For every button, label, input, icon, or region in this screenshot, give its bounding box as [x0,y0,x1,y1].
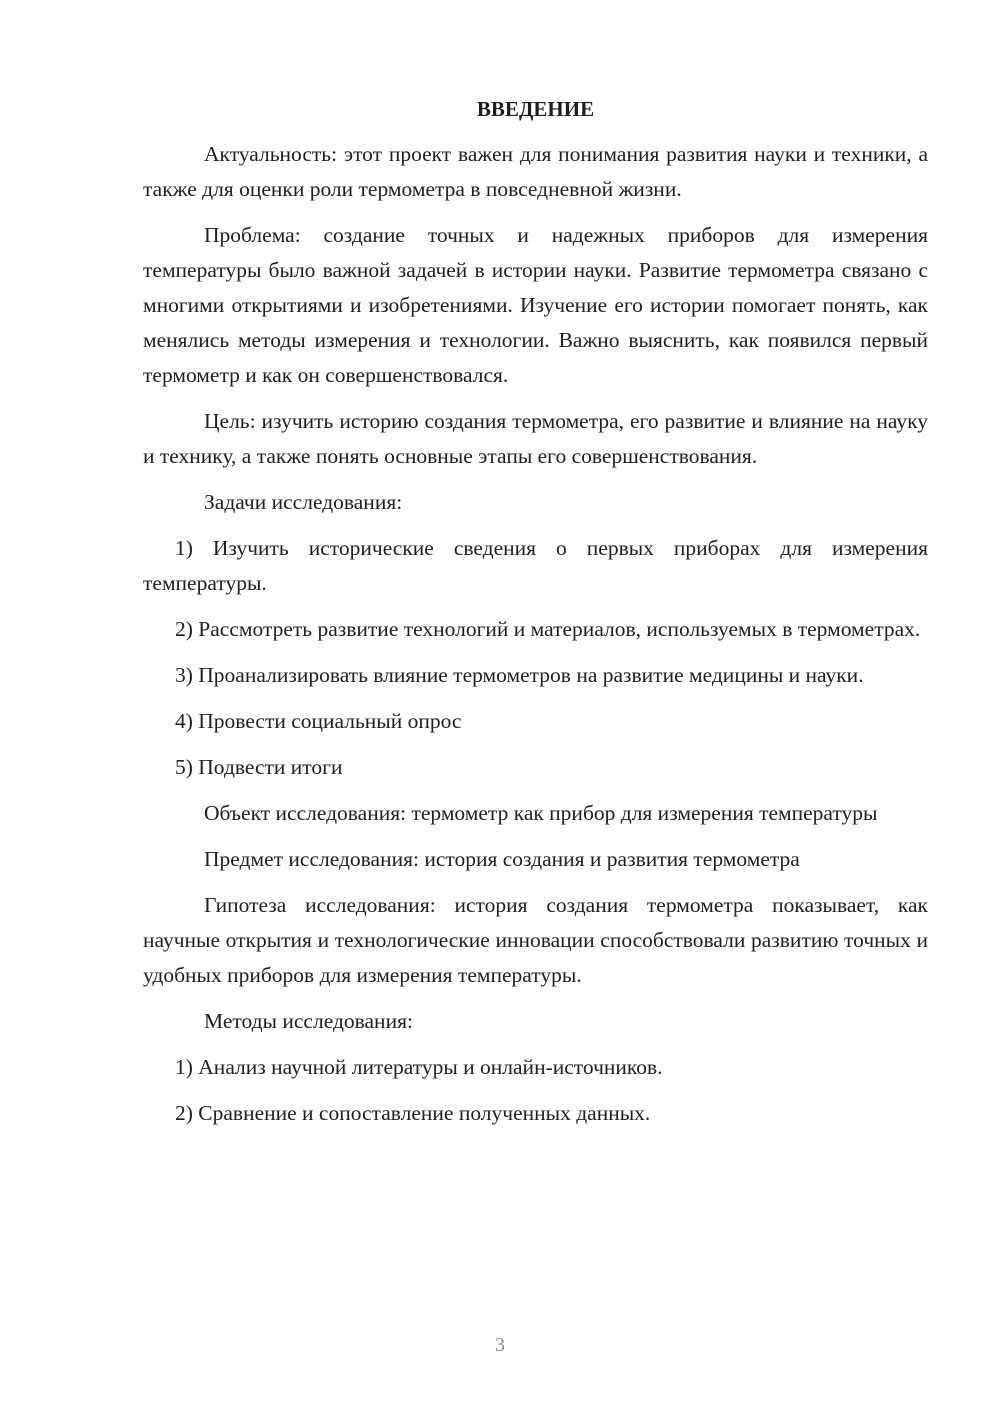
paragraph-hypothesis: Гипотеза исследования: история создания термометра показывает, как научные открытия и технологические инновации способствовали развитию точных и удобных приборов для измерения температуры. [143,893,928,987]
paragraph-subject: Предмет исследования: история создания и развития термометра [204,847,800,871]
task-item-4: 4) Провести социальный опрос [175,709,462,733]
document-page [143,92,928,1142]
task-item-2: 2) Рассмотреть развитие технологий и материалов, используемых в термометрах. [175,617,921,641]
paragraph-goal: Цель: изучить историю создания термометра, его развитие и влияние на науку и технику, а также понять основные этапы его совершенствования. [143,409,928,468]
method-item-2: 2) Сравнение и сопоставление полученных данных. [175,1101,651,1125]
section-title: ВВЕДЕНИЕ [476,97,595,121]
paragraph-methods-heading: Методы исследования: [204,1009,413,1033]
page-number: 3 [495,1334,505,1356]
method-item-1: 1) Анализ научной литературы и онлайн-источников. [175,1055,663,1079]
paragraph-tasks-heading: Задачи исследования: [204,490,403,514]
task-item-3: 3) Проанализировать влияние термометров на развитие медицины и науки. [175,663,864,687]
paragraph-relevance: Актуальность: этот проект важен для понимания развития науки и техники, а также для оценки роли термометра в повседневной жизни. [143,142,928,201]
paragraph-object: Объект исследования: термометр как прибор для измерения температуры [204,801,878,825]
task-item-5: 5) Подвести итоги [175,755,343,779]
task-item-1: 1) Изучить исторические сведения о первых приборах для измерения температуры. [143,536,928,595]
paragraph-problem: Проблема: создание точных и надежных приборов для измерения температуры было важной задачей в истории науки. Развитие термометра связано с многими открытиями и изобретениями. Изучение его истории помогает понять, как менялись методы измерения и технологии. Важно выяснить, как появился первый термометр и как он совершенствовался. [143,223,928,387]
